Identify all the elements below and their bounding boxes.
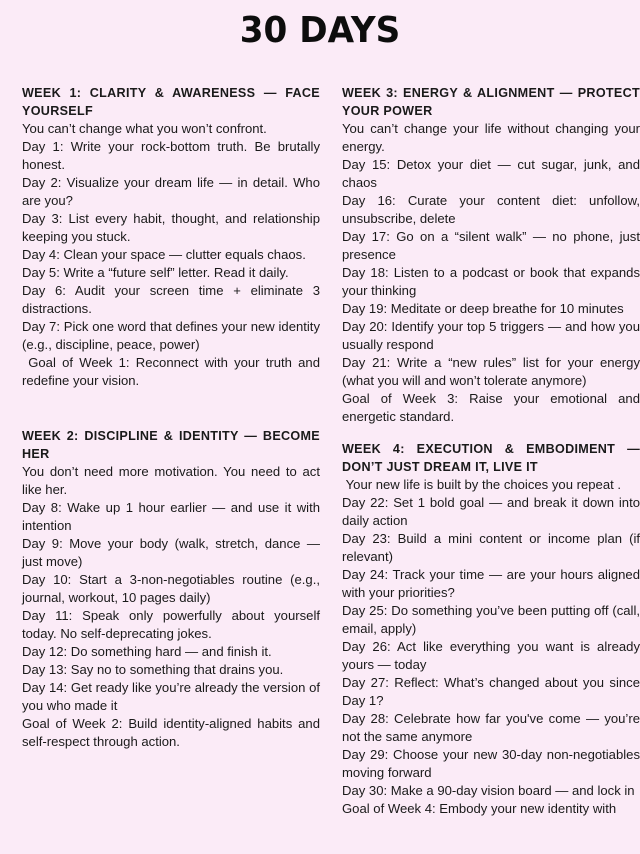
day-item: Day 15: Detox your diet — cut sugar, junk, and chaos <box>342 157 640 190</box>
day-item: Day 23: Build a mini content or income plan (if relevant) <box>342 531 640 564</box>
day-item: Day 9: Move your body (walk, stretch, dance — just move) <box>22 536 320 569</box>
day-item: Day 24: Track your time — are your hours aligned with your priorities? <box>342 567 640 600</box>
day-item: Day 28: Celebrate how far you've come — you’re not the same anymore <box>342 711 640 744</box>
day-item: Day 13: Say no to something that drains you. <box>22 662 284 677</box>
week-2-goal: Goal of Week 2: Build identity-aligned habits and self-respect through action. <box>22 716 320 749</box>
day-item: Day 17: Go on a “silent walk” — no phone, just presence <box>342 229 640 262</box>
section-spacer <box>22 390 320 427</box>
week-1-goal: Goal of Week 1: Reconnect with your truth and redefine your vision. <box>22 355 324 388</box>
day-item: Day 29: Choose your new 30-day non-negotiables moving forward <box>342 747 640 780</box>
day-item: Day 3: List every habit, thought, and relationship keeping you stuck. <box>22 211 320 244</box>
left-column <box>22 84 324 751</box>
day-item: Day 19: Meditate or deep breathe for 10 minutes <box>342 301 624 316</box>
day-item: Day 12: Do something hard — and finish it. <box>22 644 272 659</box>
day-item: Day 30: Make a 90-day vision board — and lock in <box>342 783 635 798</box>
week-3-intro: You can’t change your life without changing your energy. <box>342 121 640 154</box>
week-1-intro: You can’t change what you won’t confront. <box>22 121 267 136</box>
day-item: Day 2: Visualize your dream life — in detail. Who are you? <box>22 175 320 208</box>
day-item: Day 5: Write a “future self” letter. Read it daily. <box>22 265 289 280</box>
page-title: 30 DAYS <box>239 10 401 51</box>
day-item: Day 10: Start a 3-non-negotiables routine (e.g., journal, workout, 10 pages daily) <box>22 572 320 605</box>
week-4-heading: WEEK 4: EXECUTION & EMBODIMENT — DON’T JUST DREAM IT, LIVE IT <box>342 442 640 474</box>
day-item: Day 21: Write a “new rules” list for your energy (what you will and won’t tolerate anymore) <box>342 355 640 388</box>
week-4-section <box>342 440 640 818</box>
day-item: Day 11: Speak only powerfully about yourself today. No self-deprecating jokes. <box>22 608 320 641</box>
week-1-heading: WEEK 1: CLARITY & AWARENESS — FACE YOURSELF <box>22 86 320 118</box>
day-item: Day 1: Write your rock-bottom truth. Be brutally honest. <box>22 139 320 172</box>
week-2-section <box>22 427 320 751</box>
day-item: Day 18: Listen to a podcast or book that expands your thinking <box>342 265 640 298</box>
day-item: Day 16: Curate your content diet: unfollow, unsubscribe, delete <box>342 193 640 226</box>
week-1-section <box>22 84 324 390</box>
day-item: Day 25: Do something you’ve been putting off (call, email, apply) <box>342 603 640 636</box>
day-item: Day 8: Wake up 1 hour earlier — and use it with intention <box>22 500 320 533</box>
day-item: Day 27: Reflect: What’s changed about you since Day 1? <box>342 675 640 708</box>
right-column <box>342 84 640 818</box>
week-2-intro: You don’t need more motivation. You need to act like her. <box>22 464 320 497</box>
section-spacer <box>342 426 640 440</box>
week-3-heading: WEEK 3: ENERGY & ALIGNMENT — PROTECT YOUR POWER <box>342 86 640 118</box>
day-item: Day 20: Identify your top 5 triggers — and how you usually respond <box>342 319 640 352</box>
week-4-goal: Goal of Week 4: Embody your new identity with <box>342 801 617 816</box>
day-item: Day 14: Get ready like you’re already the version of you who made it <box>22 680 320 713</box>
week-3-section <box>342 84 640 426</box>
week-3-goal: Goal of Week 3: Raise your emotional and energetic standard. <box>342 391 640 424</box>
day-item: Day 22: Set 1 bold goal — and break it down into daily action <box>342 495 640 528</box>
day-item: Day 26: Act like everything you want is already yours — today <box>342 639 640 672</box>
week-2-heading: WEEK 2: DISCIPLINE & IDENTITY — BECOME HER <box>22 429 320 461</box>
day-item: Day 4: Clean your space — clutter equals chaos. <box>22 247 306 262</box>
week-4-intro: Your new life is built by the choices you repeat . <box>342 477 622 492</box>
day-item: Day 7: Pick one word that defines your new identity (e.g., discipline, peace, power) <box>22 319 320 352</box>
day-item: Day 6: Audit your screen time + eliminate 3 distractions. <box>22 283 320 316</box>
